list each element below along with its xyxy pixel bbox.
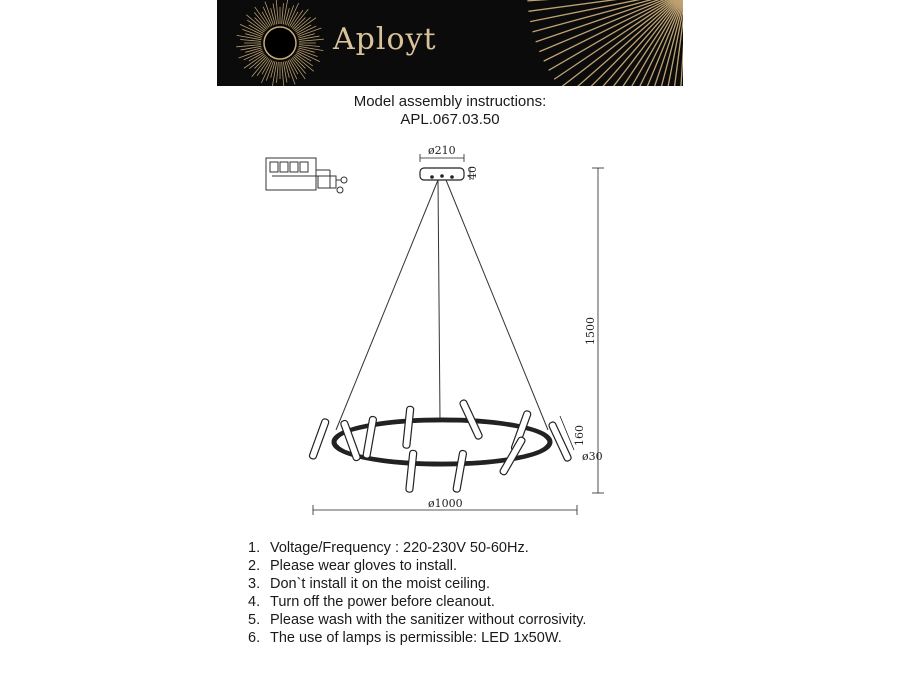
sunburst-graphic [217,0,683,86]
sun-ray [296,18,316,32]
sun-ray [299,36,320,40]
sun-ray [299,45,320,47]
canopy-height-label: 40 [466,166,479,180]
model-number: APL.067.03.50 [400,111,500,128]
sun-ray [276,0,278,24]
sun-ray [240,40,261,42]
light-ray [533,0,678,32]
suspension-cables [336,180,548,430]
instructions-list [248,539,586,647]
chandelier-drawing [0,130,900,530]
instruction-item: 2. Please wear gloves to install. [248,558,457,574]
instruction-item: 6. The use of lamps is permissible: LED 1x50W. [248,630,562,646]
instruction-item: 3. Don`t install it on the moist ceiling. [248,576,491,592]
sun-ray [299,46,324,50]
instruction-item: 5. Please wash with the sanitizer without corrosivity. [248,612,587,628]
lamp-length-label: 160 [573,425,586,446]
sun-ray [282,62,284,86]
sun-ray [283,62,287,83]
total-height-label: 1500 [584,317,597,345]
brand-logo-text: Aployt [333,22,437,57]
instruction-item: 1. Voltage/Frequency : 220-230V 50-60Hz. [248,540,529,556]
sun-ray [282,3,284,24]
sun-ray [255,7,269,27]
sun-ray [237,35,262,39]
sun-ray [241,46,262,50]
sun-ray [277,62,279,83]
sun-ray [273,4,277,25]
lamp-diameter-label: ø30 [582,450,603,463]
brand-banner [217,0,683,86]
document-title: Model assembly instructions: [353,93,547,110]
canopy-diameter-label: ø210 [428,144,456,157]
sun-ray [283,0,287,24]
instruction-item: 4. Turn off the power before cleanout. [248,594,495,610]
wiring-schematic-icon [266,158,347,193]
light-ray [554,0,679,79]
ceiling-canopy [420,168,464,180]
sun-ray [236,45,261,47]
sun-ray [291,59,305,79]
sun-ray [299,39,324,41]
sun-logo-icon [264,27,296,59]
sun-ray [244,54,264,68]
sun-ray [272,62,276,86]
ring-diameter-label: ø1000 [428,497,463,510]
